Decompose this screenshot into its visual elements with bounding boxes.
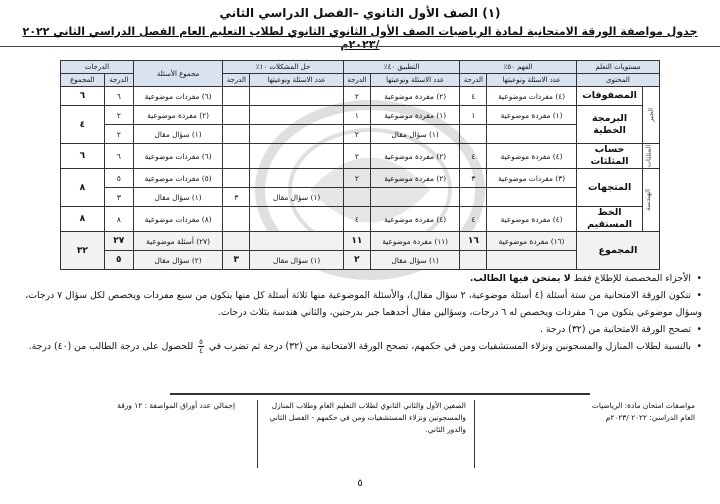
cell xyxy=(223,106,250,125)
topic-cell: حساب المثلثات xyxy=(576,144,643,169)
total-row xyxy=(61,232,660,251)
unit-label: الهندسة xyxy=(643,169,660,232)
cell: (١١) مفردة موضوعية xyxy=(370,232,459,251)
cell xyxy=(487,188,576,207)
table-row xyxy=(61,125,660,144)
cell xyxy=(250,232,344,251)
topic-cell: المتجهات xyxy=(576,169,643,207)
table-row xyxy=(61,207,660,232)
cell xyxy=(343,188,370,207)
unit-label: الجبر xyxy=(643,87,660,144)
cell: ٢ xyxy=(343,87,370,106)
header-content: المحتوى xyxy=(576,74,659,87)
cell: (٢) سؤال مقال xyxy=(133,251,222,270)
cell: ١١ xyxy=(343,232,370,251)
cell: (٢) مفردة موضوعية xyxy=(370,144,459,169)
subheader-grade: الدرجة xyxy=(460,74,487,87)
subtitle-divider xyxy=(0,46,720,47)
subheader-count: عدد الاسئلة ونوعيتها xyxy=(250,74,344,87)
cell: ٤ xyxy=(460,144,487,169)
cell: ٦ xyxy=(104,87,133,106)
cell: ١٦ xyxy=(460,232,487,251)
cell: ١ xyxy=(343,106,370,125)
table-row xyxy=(61,106,660,125)
cell xyxy=(487,125,576,144)
cell: ٢ xyxy=(104,106,133,125)
subheader-count: عدد الاسئلة ونوعيتها xyxy=(487,74,576,87)
page-footer xyxy=(15,398,705,468)
footer-exam-info: مواصفات امتحان مادة: الرياضيات العام الدراسي: ٢٠٢٢ /٢٠٢٣م xyxy=(591,401,695,422)
bullet-icon: • xyxy=(696,324,702,335)
cell xyxy=(223,125,250,144)
subheader-count: عدد الاسئلة ونوعيتها xyxy=(370,74,459,87)
cell xyxy=(250,169,344,188)
cell: (٤) مفردات موضوعية xyxy=(487,87,576,106)
cell: (١) سؤال مقال xyxy=(370,251,459,270)
cell xyxy=(223,144,250,169)
subheader-total: المجموع xyxy=(61,74,105,87)
header-problem-solving: حل المشكلات ١٠٪ xyxy=(223,61,344,74)
total-row xyxy=(61,251,660,270)
cell: (١٦) مفردة موضوعية xyxy=(487,232,576,251)
cell: (٢) مفردة موضوعية xyxy=(370,169,459,188)
cell: ٤ xyxy=(343,207,370,232)
cell: (١) سؤال مقال xyxy=(133,188,222,207)
bullet-icon: • xyxy=(696,341,702,352)
note-emphasis: لا يمتحن فيها الطالب. xyxy=(469,273,571,284)
cell: ٣ xyxy=(460,169,487,188)
sum-cell: ٨ xyxy=(61,169,105,207)
total-label: المجموع xyxy=(576,232,659,270)
cell: ٤ xyxy=(460,87,487,106)
table-row xyxy=(61,188,660,207)
cell xyxy=(223,207,250,232)
table-row xyxy=(61,144,660,169)
cell: (١) سؤال مقال xyxy=(370,125,459,144)
cell: (١) مفردة موضوعية xyxy=(370,106,459,125)
cell: ٢ xyxy=(343,144,370,169)
document-subtitle: جدول مواصفة الورقة الامتحانية لمادة الرياضيات الصف الأول الثانوي الثانوي لطلاب التعليم العام الفصل الدراسي الثاني ٢٠٢٢ /٢٠٢٣م xyxy=(22,25,698,51)
cell: ٢٧ xyxy=(104,232,133,251)
note-item: •الأجزاء المخصصة للإطلاع فقط لا يمتحن فيها الطالب. xyxy=(18,270,702,287)
cell: ٥ xyxy=(104,251,133,270)
cell xyxy=(370,188,459,207)
fraction: $\frac{٥}{٤}$ xyxy=(199,338,203,355)
note-item: •تتكون الورقة الامتحانية من ستة أسئلة (٤ أسئلة موضوعية، ٢ سؤال مقال)، والأسئلة الموضوعية منها ثلاثة أسئلة كل منها يتكون من سبع مفردات ويخصص لكل سؤال ٧ درجات، وسؤال موضوعي يتكون من ٦ مفردات ويخصص له ٦ درجات، وسؤالين مقال أحدهما جبر بدرجتين، والثاني هندسة بثلاث درجات. xyxy=(18,287,702,321)
table-row xyxy=(61,169,660,188)
cell xyxy=(250,106,344,125)
cell: (٥) مفردات موضوعية xyxy=(133,169,222,188)
cell: (٦) مفردات موضوعية xyxy=(133,87,222,106)
cell: (١) سؤال مقال xyxy=(133,125,222,144)
cell: (٤) مفردة موضوعية xyxy=(487,144,576,169)
document-title: (١) الصف الأول الثانوي –الفصل الدراسي الثاني xyxy=(219,6,501,20)
specification-table xyxy=(60,60,660,270)
header-understanding: الفهم ٥٠٪ xyxy=(460,61,576,74)
cell: ١ xyxy=(460,106,487,125)
sum-cell: ٨ xyxy=(61,207,105,232)
header-total-questions: مجموع الأسئلة xyxy=(133,61,222,87)
cell xyxy=(250,144,344,169)
cell: (٢٧) أسئلة موضوعية xyxy=(133,232,222,251)
cell: ٣ xyxy=(104,188,133,207)
cell: ٦ xyxy=(104,144,133,169)
grand-total-cell: ٣٢ xyxy=(61,232,105,270)
cell xyxy=(223,87,250,106)
sum-cell: ٦ xyxy=(61,87,105,106)
header-grades: الدرجات xyxy=(61,61,134,74)
cell: (١) سؤال مقال xyxy=(250,188,344,207)
topic-cell: المصفوفات xyxy=(576,87,643,106)
cell: (٢) مفردة موضوعية xyxy=(133,106,222,125)
cell: ٨ xyxy=(104,207,133,232)
sum-cell: ٤ xyxy=(61,106,105,144)
cell: (١) مفردة موضوعية xyxy=(487,106,576,125)
cell xyxy=(487,251,576,270)
exam-notes xyxy=(18,270,702,355)
header-levels: مستويات التعلم xyxy=(576,61,659,74)
cell: (٤) مفردة موضوعية xyxy=(370,207,459,232)
cell: (٢) مفردة موضوعية xyxy=(370,87,459,106)
footer-divider xyxy=(170,393,590,395)
footer-audience: الصفين الأول والثاني الثانوي لطلاب التعليم العام وطلاب المنازل والمسجونين ونزلاء المستشفيات ومن في حكمهم - الفصل الثاني والدور الثاني. xyxy=(257,400,475,468)
cell xyxy=(460,251,487,270)
cell xyxy=(460,188,487,207)
cell: ٢ xyxy=(343,251,370,270)
note-item: •تصحح الورقة الامتحانية من (٣٢) درجة . xyxy=(18,321,702,338)
subheader-grade: الدرجة xyxy=(104,74,133,87)
note-item: •بالنسبة لطلاب المنازل والمسجونين ونزلاء المستشفيات ومن في حكمهم، تصحح الورقة الامتحانية من (٣٢) درجة ثم تضرب في $\frac{٥}{٤}$ للحصول على درجة الطالب من (٤٠) درجة. xyxy=(28,338,702,355)
topic-cell: البرمجة الخطية xyxy=(576,106,643,144)
cell: (٨) مفردات موضوعية xyxy=(133,207,222,232)
cell xyxy=(223,169,250,188)
header-application: التطبيق ٤٠٪ xyxy=(343,61,459,74)
cell xyxy=(250,125,344,144)
cell: ٢ xyxy=(343,125,370,144)
subheader-grade: الدرجة xyxy=(343,74,370,87)
cell: (٦) مفردات موضوعية xyxy=(133,144,222,169)
cell xyxy=(250,207,344,232)
bullet-icon: • xyxy=(696,273,702,284)
footer-page-count: إجمالي عدد أوراق المواصفة : ١٢ ورقة xyxy=(117,401,235,410)
table-header-row xyxy=(61,61,660,74)
table-row xyxy=(61,87,660,106)
page-number: ٥ xyxy=(357,478,363,489)
cell xyxy=(223,232,250,251)
cell: ٥ xyxy=(104,169,133,188)
cell: ٢ xyxy=(104,125,133,144)
cell: (٣) مفردات موضوعية xyxy=(487,169,576,188)
cell xyxy=(460,125,487,144)
cell: ٣ xyxy=(223,188,250,207)
cell xyxy=(250,87,344,106)
cell: ٣ xyxy=(223,251,250,270)
cell: (٤) مفردة موضوعية xyxy=(487,207,576,232)
sum-cell: ٦ xyxy=(61,144,105,169)
cell: ٢ xyxy=(343,169,370,188)
subheader-grade: الدرجة xyxy=(223,74,250,87)
topic-cell: الخط المستقيم xyxy=(576,207,643,232)
bullet-icon: • xyxy=(696,290,702,301)
cell: (١) سؤال مقال xyxy=(250,251,344,270)
cell: ٤ xyxy=(460,207,487,232)
unit-label: المثلثات xyxy=(643,144,660,169)
